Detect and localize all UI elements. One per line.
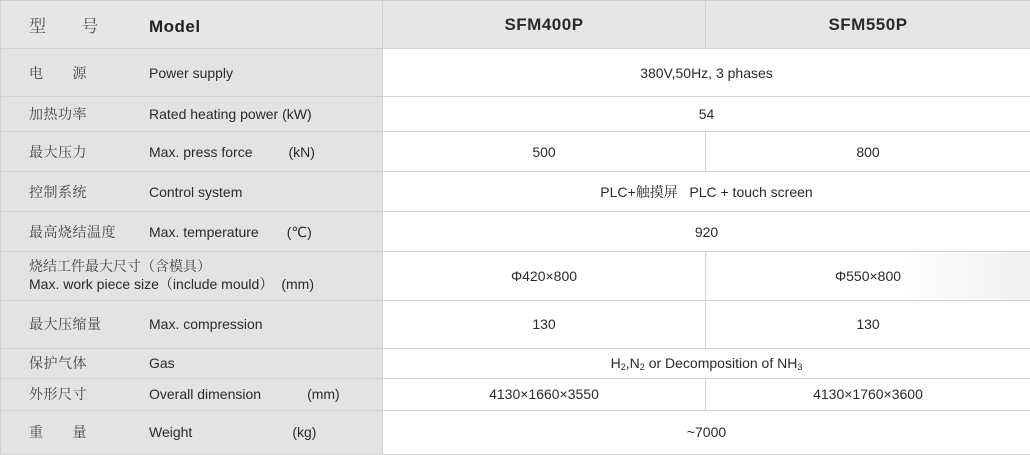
row-label	[1, 410, 383, 454]
row-unit: (℃)	[286, 223, 312, 240]
row-zh: 电 源	[29, 65, 87, 82]
row-value	[383, 348, 1030, 378]
row-max-temperature	[1, 212, 1030, 252]
row-value-sfm400p: 500	[383, 132, 706, 172]
header-label-cell	[1, 1, 383, 49]
row-unit: (mm)	[281, 276, 314, 293]
model-sfm550p: SFM550P	[706, 1, 1030, 49]
header-zh: 型 号	[29, 17, 99, 38]
row-label	[1, 348, 383, 378]
row-label	[1, 252, 383, 300]
row-value: 920	[383, 212, 1030, 252]
row-value-sfm400p: Φ420×800	[383, 252, 706, 300]
row-max-compression	[1, 300, 1030, 348]
row-value-sfm550p: Φ550×800	[706, 252, 1030, 300]
row-en: Gas	[149, 355, 175, 372]
row-label	[1, 172, 383, 212]
row-label	[1, 97, 383, 132]
row-work-piece-size	[1, 252, 1030, 300]
row-zh: 最大压缩量	[29, 317, 102, 334]
row-press-force	[1, 132, 1030, 172]
row-label	[1, 300, 383, 348]
row-power-supply	[1, 49, 1030, 97]
row-overall-dimension	[1, 378, 1030, 410]
row-value-sfm550p: 800	[706, 132, 1030, 172]
row-en: Max. compression	[149, 316, 263, 333]
gas-sub-c: 3	[797, 361, 803, 372]
row-label	[1, 212, 383, 252]
header-row	[1, 1, 1030, 49]
row-heating-power	[1, 97, 1030, 132]
gas-sub-a: 2	[620, 361, 626, 372]
row-unit: (kg)	[292, 424, 317, 441]
row-en: Power supply	[149, 64, 234, 81]
row-zh: 加热功率	[29, 107, 87, 124]
row-zh: 外形尺寸	[29, 387, 87, 404]
row-en: Max. work piece size（include mould）	[29, 276, 274, 293]
row-en: Max. press force	[149, 143, 253, 160]
row-en: Overall dimension	[149, 386, 262, 403]
model-sfm400p: SFM400P	[383, 1, 706, 49]
row-zh: 保护气体	[29, 356, 87, 373]
row-value: ~7000	[383, 410, 1030, 454]
gas-text-b: ,N	[625, 354, 640, 371]
row-value-sfm550p: 4130×1760×3600	[706, 378, 1030, 410]
row-unit: (kN)	[288, 143, 315, 160]
row-label	[1, 49, 383, 97]
row-en: Weight	[149, 424, 193, 441]
row-value: 54	[383, 97, 1030, 132]
row-en: Rated heating power (kW)	[149, 106, 312, 123]
row-unit: (mm)	[307, 386, 340, 403]
gas-sub-b: 2	[639, 361, 645, 372]
row-zh: 最高烧结温度	[29, 224, 116, 241]
row-value-sfm550p: 130	[706, 300, 1030, 348]
row-zh: 最大压力	[29, 144, 87, 161]
row-weight	[1, 410, 1030, 454]
row-gas	[1, 348, 1030, 378]
row-en: Control system	[149, 183, 243, 200]
header-en: Model	[149, 17, 201, 37]
row-zh: 重 量	[29, 425, 87, 442]
row-value-sfm400p: 4130×1660×3550	[383, 378, 706, 410]
gas-text-a: H	[610, 354, 621, 371]
row-value-sfm400p: 130	[383, 300, 706, 348]
row-zh: 控制系统	[29, 184, 87, 201]
row-label	[1, 132, 383, 172]
row-control-system	[1, 172, 1030, 212]
row-value: 380V,50Hz, 3 phases	[383, 49, 1030, 97]
row-en: Max. temperature	[149, 223, 259, 240]
row-value: PLC+触摸屏 PLC + touch screen	[383, 172, 1030, 212]
row-en-line	[29, 276, 382, 293]
gas-text-c: or Decomposition of NH	[644, 354, 798, 371]
row-label	[1, 378, 383, 410]
row-zh: 烧结工件最大尺寸（含模具）	[29, 259, 211, 276]
